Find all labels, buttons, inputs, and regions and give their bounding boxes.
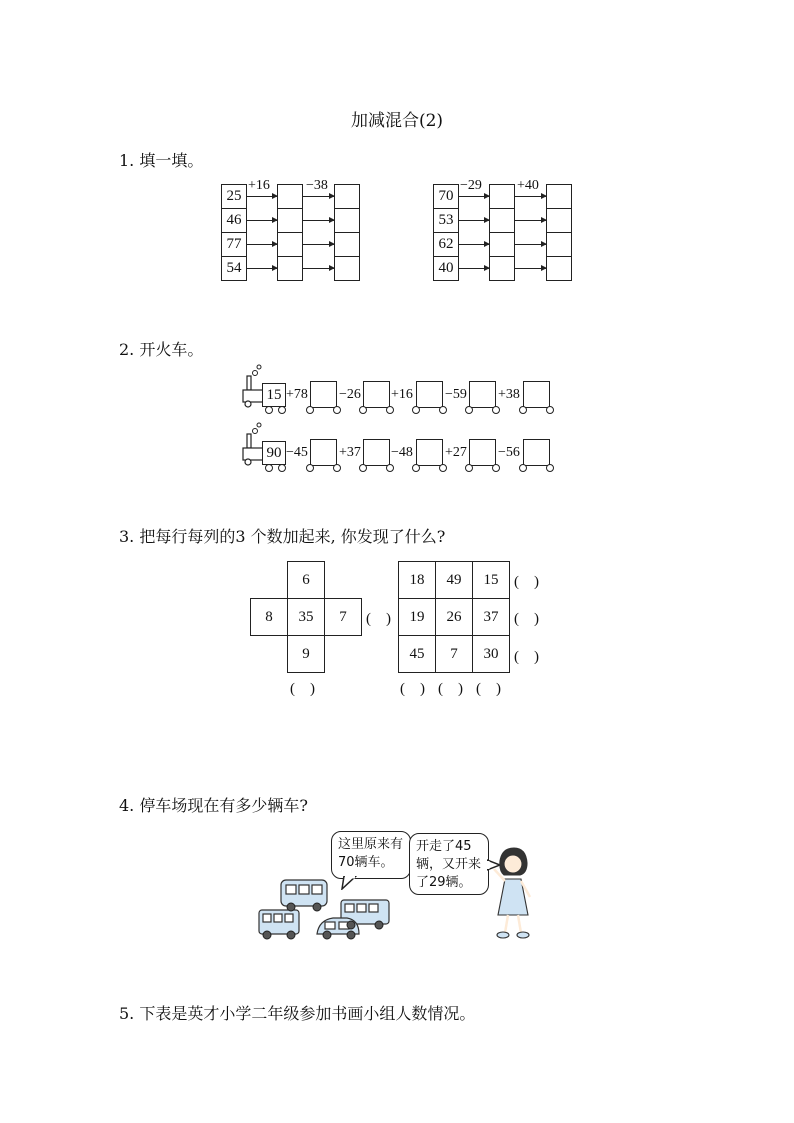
answer-box[interactable] [489, 256, 515, 281]
column-sum-blank[interactable]: ( ) [438, 681, 463, 697]
answer-box[interactable] [416, 381, 443, 408]
op-label: +37 [339, 445, 361, 460]
answer-box[interactable] [416, 439, 443, 466]
answer-box[interactable] [334, 232, 360, 257]
answer-box[interactable] [489, 184, 515, 209]
op-label: −45 [286, 445, 308, 460]
answer-box[interactable] [469, 381, 496, 408]
question-2: 2. 开火车。 [119, 340, 204, 359]
answer-box[interactable] [334, 256, 360, 281]
question-4: 4. 停车场现在有多少辆车? [119, 796, 308, 815]
op-label: −38 [306, 178, 328, 193]
arrow [515, 196, 546, 197]
question-5: 5. 下表是英才小学二年级参加书画小组人数情况。 [119, 1004, 476, 1023]
grid-cell: 15 [472, 561, 510, 599]
cross-cell-left: 8 [250, 598, 288, 636]
question-3: 3. 把每行每列的3 个数加起来, 你发现了什么? [119, 527, 446, 546]
arrow [247, 244, 277, 245]
given-number: 46 [221, 208, 247, 233]
answer-box[interactable] [277, 208, 303, 233]
given-number: 25 [221, 184, 247, 209]
op-label: +16 [248, 178, 270, 193]
answer-box[interactable] [469, 439, 496, 466]
arrow [515, 244, 546, 245]
op-label: −56 [498, 445, 520, 460]
row-sum-blank[interactable]: ( ) [514, 611, 539, 627]
answer-box[interactable] [277, 256, 303, 281]
op-label: −48 [391, 445, 413, 460]
grid-cell: 19 [398, 598, 436, 636]
arrow [303, 244, 334, 245]
arrow [247, 196, 277, 197]
arrow [515, 268, 546, 269]
start-number: 15 [262, 383, 286, 407]
cross-cell-right: 7 [324, 598, 362, 636]
column-sum-blank[interactable]: ( ) [290, 681, 315, 697]
answer-box[interactable] [546, 208, 572, 233]
grid-cell: 7 [435, 635, 473, 673]
grid-cell: 45 [398, 635, 436, 673]
answer-box[interactable] [310, 439, 337, 466]
given-number: 54 [221, 256, 247, 281]
grid-cell: 49 [435, 561, 473, 599]
arrow [459, 244, 489, 245]
given-number: 53 [433, 208, 459, 233]
answer-box[interactable] [277, 232, 303, 257]
arrow [459, 196, 489, 197]
answer-box[interactable] [489, 208, 515, 233]
grid-cell: 26 [435, 598, 473, 636]
grid-cell: 18 [398, 561, 436, 599]
girl-icon [490, 845, 536, 941]
cross-cell-top: 6 [287, 561, 325, 599]
cross-cell-bottom: 9 [287, 635, 325, 673]
grid-cell: 37 [472, 598, 510, 636]
arrow [459, 268, 489, 269]
page-title: 加减混合(2) [350, 111, 444, 131]
answer-box[interactable] [546, 184, 572, 209]
op-label: −59 [445, 387, 467, 402]
op-label: +27 [445, 445, 467, 460]
arrow [303, 196, 334, 197]
column-sum-blank[interactable]: ( ) [476, 681, 501, 697]
question-1: 1. 填一填。 [119, 151, 204, 170]
arrow [303, 268, 334, 269]
arrow [247, 268, 277, 269]
given-number: 70 [433, 184, 459, 209]
arrow [247, 220, 277, 221]
answer-box[interactable] [334, 208, 360, 233]
given-number: 77 [221, 232, 247, 257]
answer-box[interactable] [489, 232, 515, 257]
answer-box[interactable] [277, 184, 303, 209]
answer-box[interactable] [523, 439, 550, 466]
answer-box[interactable] [546, 256, 572, 281]
op-label: +38 [498, 387, 520, 402]
given-number: 40 [433, 256, 459, 281]
speech-bubble-left: 这里原来有70辆车。 [331, 831, 411, 879]
given-number: 62 [433, 232, 459, 257]
op-label: −29 [460, 178, 482, 193]
speech-bubble-right: 开走了45辆，又开来了29辆。 [409, 833, 489, 895]
start-number: 90 [262, 441, 286, 465]
arrow [459, 220, 489, 221]
answer-box[interactable] [363, 439, 390, 466]
answer-box[interactable] [363, 381, 390, 408]
arrow [303, 220, 334, 221]
column-sum-blank[interactable]: ( ) [400, 681, 425, 697]
answer-box[interactable] [546, 232, 572, 257]
row-sum-blank[interactable]: ( ) [366, 611, 391, 627]
row-sum-blank[interactable]: ( ) [514, 649, 539, 665]
arrow [515, 220, 546, 221]
answer-box[interactable] [523, 381, 550, 408]
op-label: +40 [517, 178, 539, 193]
cross-cell-center: 35 [287, 598, 325, 636]
grid-cell: 30 [472, 635, 510, 673]
row-sum-blank[interactable]: ( ) [514, 574, 539, 590]
op-label: +16 [391, 387, 413, 402]
op-label: −26 [339, 387, 361, 402]
op-label: +78 [286, 387, 308, 402]
answer-box[interactable] [334, 184, 360, 209]
vehicles-icon [255, 876, 395, 942]
answer-box[interactable] [310, 381, 337, 408]
